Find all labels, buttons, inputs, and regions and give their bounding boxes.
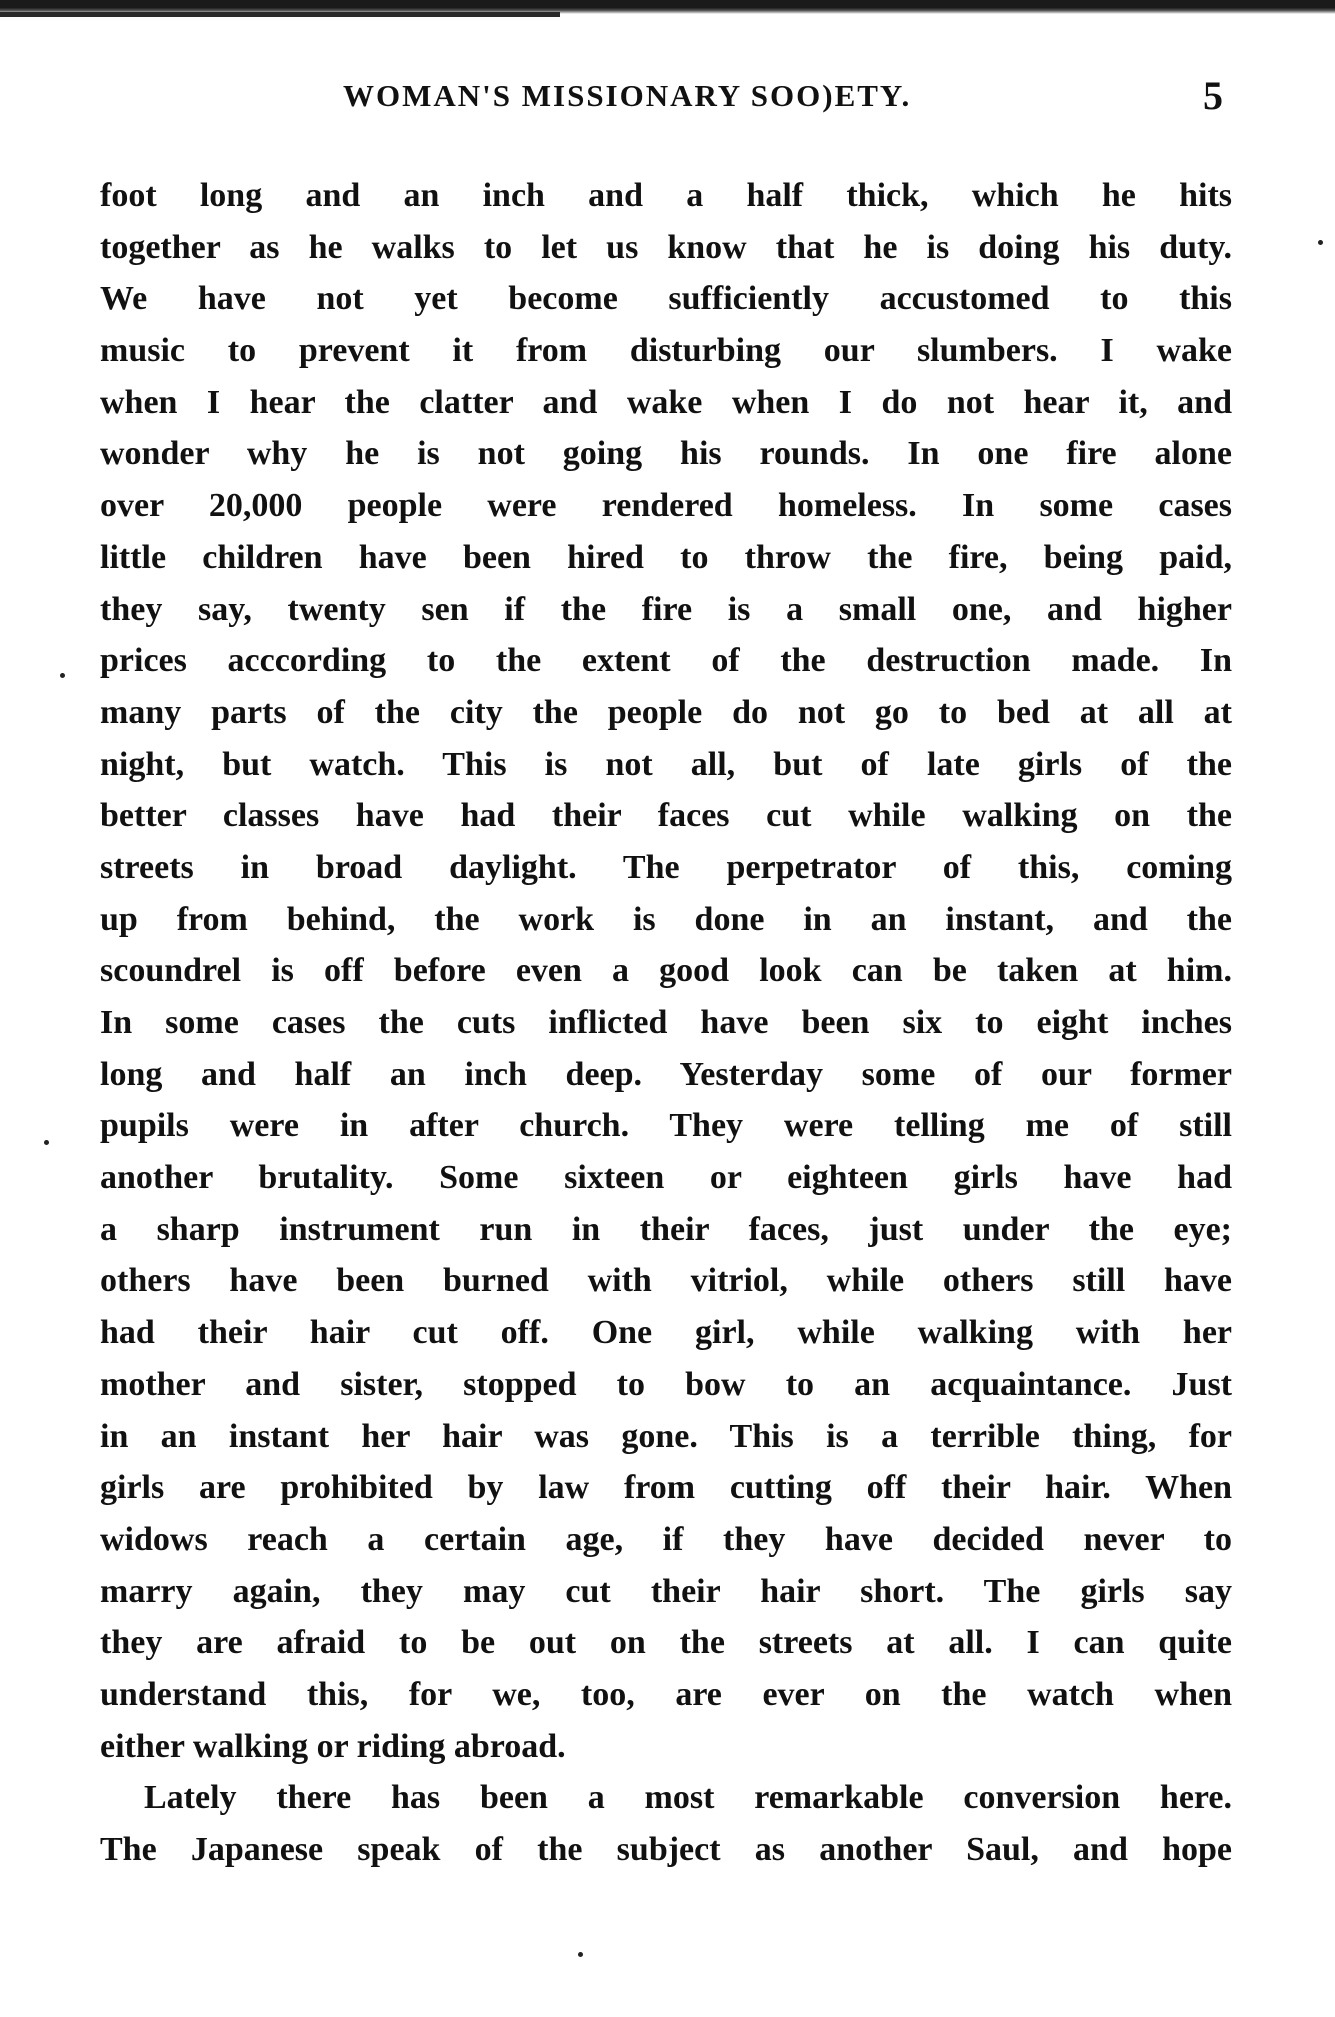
text-line: marry again, they may cut their hair short. The girls say bbox=[100, 1572, 1232, 1610]
text-line: over 20,000 people were rendered homeless. In some cases bbox=[100, 487, 1232, 525]
text-line: they say, twenty sen if the fire is a small one, and higher bbox=[100, 590, 1232, 628]
running-head: WOMAN'S MISSIONARY SOO)ETY. bbox=[343, 78, 912, 113]
text-line: Lately there has been a most remarkable conversion here. bbox=[144, 1779, 1232, 1817]
top-border-rule-tail bbox=[0, 12, 560, 17]
text-line: many parts of the city the people do not go to bed at all at bbox=[100, 693, 1232, 731]
body-text bbox=[100, 170, 1232, 1876]
text-line: better classes have had their faces cut while walking on the bbox=[100, 797, 1232, 835]
text-line: up from behind, the work is done in an instant, and the bbox=[100, 900, 1232, 938]
margin-mark bbox=[60, 673, 65, 678]
text-line: had their hair cut off. One girl, while walking with her bbox=[100, 1314, 1232, 1352]
paragraph-1 bbox=[100, 170, 1232, 1772]
text-line: either walking or riding abroad. bbox=[100, 1727, 566, 1765]
text-line: music to prevent it from disturbing our slumbers. I wake bbox=[100, 332, 1232, 370]
text-line: when I hear the clatter and wake when I do not hear it, and bbox=[100, 383, 1232, 421]
text-line: in an instant her hair was gone. This is a terrible thing, for bbox=[100, 1417, 1232, 1455]
text-line: they are afraid to be out on the streets at all. I can quite bbox=[100, 1624, 1232, 1662]
text-line: foot long and an inch and a half thick, which he hits bbox=[100, 177, 1232, 214]
text-line: others have been burned with vitriol, while others still have bbox=[100, 1262, 1232, 1300]
text-line: another brutality. Some sixteen or eighteen girls have had bbox=[100, 1159, 1232, 1197]
page-number: 5 bbox=[1203, 73, 1223, 118]
text-line: long and half an inch deep. Yesterday some of our former bbox=[100, 1055, 1232, 1093]
text-line: The Japanese speak of the subject as another Saul, and hope bbox=[100, 1831, 1232, 1868]
footer-dot bbox=[578, 1952, 583, 1957]
text-line: little children have been hired to throw the fire, being paid, bbox=[100, 538, 1232, 576]
margin-mark bbox=[44, 1140, 49, 1145]
text-line: In some cases the cuts inflicted have been six to eight inches bbox=[100, 1004, 1232, 1041]
margin-mark bbox=[1318, 240, 1323, 245]
paragraph-2 bbox=[100, 1772, 1232, 1875]
text-line: We have not yet become sufficiently accustomed to this bbox=[100, 280, 1232, 318]
text-line: prices acccording to the extent of the destruction made. In bbox=[100, 642, 1232, 680]
text-line: streets in broad daylight. The perpetrator of this, coming bbox=[100, 848, 1232, 886]
text-line: wonder why he is not going his rounds. In one fire alone bbox=[100, 435, 1232, 473]
text-line: night, but watch. This is not all, but of late girls of the bbox=[100, 745, 1232, 783]
text-line: pupils were in after church. They were telling me of still bbox=[100, 1107, 1232, 1145]
text-line: mother and sister, stopped to bow to an acquaintance. Just bbox=[100, 1365, 1232, 1403]
text-line: widows reach a certain age, if they have decided never to bbox=[100, 1520, 1232, 1558]
text-line: girls are prohibited by law from cutting off their hair. When bbox=[100, 1469, 1232, 1507]
text-line: scoundrel is off before even a good look can be taken at him. bbox=[100, 952, 1232, 990]
text-line: together as he walks to let us know that he is doing his duty. bbox=[100, 228, 1232, 266]
text-line: a sharp instrument run in their faces, just under the eye; bbox=[100, 1210, 1232, 1248]
text-line: understand this, for we, too, are ever on the watch when bbox=[100, 1675, 1232, 1713]
